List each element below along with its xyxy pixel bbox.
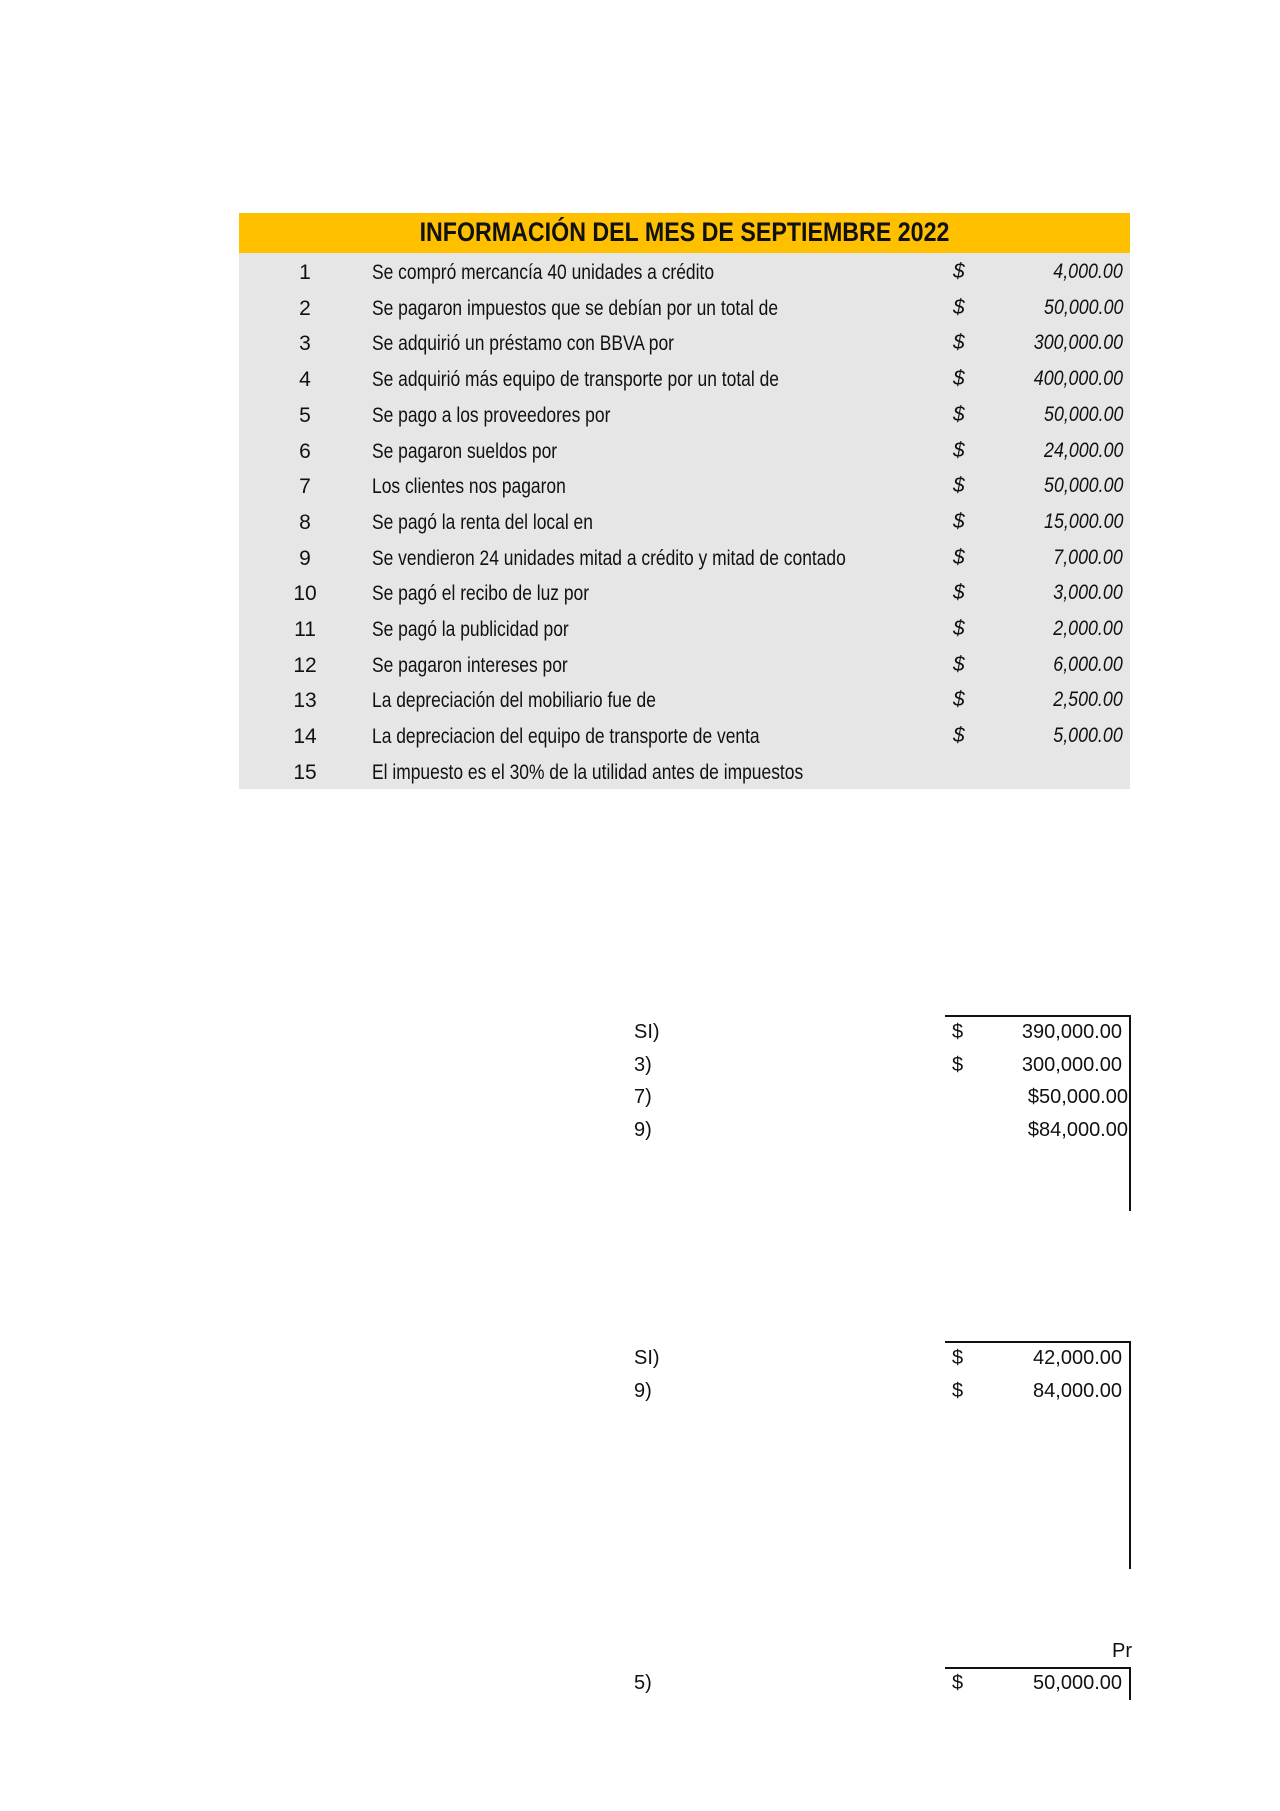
- row-number: 3: [299, 332, 311, 356]
- t-account-vertical-line: [1129, 1667, 1131, 1700]
- entry-reference: SI): [634, 1347, 660, 1369]
- entry-currency: $: [952, 1672, 964, 1694]
- entry-reference: 9): [634, 1119, 652, 1142]
- row-description: Los clientes nos pagaron: [372, 475, 566, 499]
- table-row: [239, 469, 1130, 505]
- row-description: El impuesto es el 30% de la utilidad antes de impuestos: [372, 760, 804, 784]
- entry-reference: SI): [634, 1021, 660, 1043]
- row-currency: $: [953, 367, 965, 391]
- table-row: [239, 755, 1130, 791]
- table-row: [239, 576, 1130, 612]
- row-description: Se pagaron sueldos por: [372, 439, 558, 463]
- entry-amount: 84,000.00: [1033, 1379, 1122, 1402]
- row-number: 13: [293, 689, 317, 713]
- row-amount: 7,000.00: [1053, 545, 1123, 569]
- t-account-vertical-line: [1129, 1341, 1131, 1569]
- t-account-title: Pr: [1112, 1640, 1132, 1662]
- entry-reference: 5): [634, 1672, 652, 1694]
- row-amount: 50,000.00: [1043, 402, 1123, 426]
- row-amount: 400,000.00: [1033, 367, 1123, 391]
- row-currency: $: [953, 617, 965, 640]
- entry-amount: 390,000.00: [1021, 1021, 1122, 1043]
- table-row: [239, 398, 1130, 434]
- entry-amount: $50,000.00: [1027, 1086, 1128, 1109]
- row-currency: $: [953, 652, 965, 676]
- entry-currency: $: [952, 1347, 964, 1369]
- row-amount: 2,000.00: [1053, 617, 1123, 640]
- entry-amount: $84,000.00: [1027, 1119, 1128, 1142]
- info-table-title: INFORMACIÓN DEL MES DE SEPTIEMBRE 2022: [419, 217, 950, 247]
- entry-currency: $: [952, 1021, 964, 1043]
- entry-amount: 50,000.00: [1033, 1672, 1122, 1694]
- table-row: [239, 612, 1130, 648]
- t-account-top-line: [945, 1341, 1131, 1343]
- row-number: 5: [299, 403, 311, 427]
- row-currency: $: [953, 545, 965, 569]
- row-amount: 2,500.00: [1053, 688, 1123, 712]
- row-number: 7: [299, 475, 311, 499]
- row-number: 14: [293, 725, 317, 749]
- row-currency: $: [953, 402, 965, 426]
- row-number: 15: [293, 760, 317, 784]
- row-description: Se compró mercancía 40 unidades a crédito: [372, 261, 715, 284]
- row-currency: $: [953, 260, 965, 283]
- row-number: 11: [294, 618, 316, 641]
- row-number: 8: [299, 510, 311, 534]
- row-currency: $: [953, 688, 965, 712]
- row-description: Se pagó el recibo de luz por: [372, 582, 590, 606]
- row-amount: 5,000.00: [1053, 724, 1123, 748]
- row-amount: 50,000.00: [1043, 295, 1123, 319]
- entry-amount: 300,000.00: [1021, 1053, 1122, 1076]
- table-row: [239, 541, 1130, 577]
- row-description: Se pagó la renta del local en: [372, 510, 593, 534]
- row-number: 4: [299, 368, 311, 392]
- row-currency: $: [953, 724, 965, 748]
- row-currency: $: [953, 509, 965, 533]
- entry-reference: 3): [634, 1053, 652, 1076]
- t-account-vertical-line: [1129, 1015, 1131, 1211]
- row-description: Se adquirió más equipo de transporte por un total de: [372, 368, 779, 392]
- table-row: [239, 434, 1130, 470]
- table-row: [239, 648, 1130, 684]
- t-account-top-line: [945, 1667, 1131, 1669]
- row-amount: 3,000.00: [1053, 581, 1123, 605]
- row-description: Se pago a los proveedores por: [372, 403, 611, 427]
- table-row: [239, 326, 1130, 362]
- table-row: [239, 505, 1130, 541]
- row-number: 2: [299, 296, 311, 320]
- row-currency: $: [953, 581, 965, 605]
- row-description: Se pagaron intereses por: [372, 653, 568, 677]
- row-description: Se pagaron impuestos que se debían por un total de: [372, 296, 779, 320]
- row-amount: 4,000.00: [1053, 260, 1123, 283]
- table-row: [239, 683, 1130, 719]
- t-account-top-line: [945, 1015, 1131, 1017]
- entry-currency: $: [952, 1379, 964, 1402]
- table-row: [239, 255, 1130, 291]
- row-description: Se adquirió un préstamo con BBVA por: [372, 332, 674, 356]
- row-amount: 24,000.00: [1043, 438, 1123, 462]
- row-number: 12: [293, 653, 317, 677]
- row-currency: $: [953, 438, 965, 462]
- row-currency: $: [953, 295, 965, 319]
- entry-amount: 42,000.00: [1033, 1347, 1122, 1369]
- row-amount: 6,000.00: [1053, 652, 1123, 676]
- row-number: 6: [299, 439, 311, 463]
- row-currency: $: [953, 474, 965, 498]
- entry-reference: 7): [634, 1086, 652, 1109]
- row-description: Se vendieron 24 unidades mitad a crédito y mitad de contado: [372, 546, 846, 570]
- row-amount: 50,000.00: [1043, 474, 1123, 498]
- row-number: 10: [293, 582, 317, 606]
- row-amount: 300,000.00: [1033, 331, 1123, 355]
- table-row: [239, 719, 1130, 755]
- entry-reference: 9): [634, 1379, 652, 1402]
- table-row: [239, 291, 1130, 327]
- row-description: La depreciación del mobiliario fue de: [372, 689, 656, 713]
- row-amount: 15,000.00: [1043, 509, 1123, 533]
- row-description: La depreciacion del equipo de transporte de venta: [372, 725, 760, 749]
- row-description: Se pagó la publicidad por: [372, 618, 569, 641]
- row-number: 1: [299, 261, 311, 284]
- table-row: [239, 362, 1130, 398]
- info-table-header: [239, 213, 1130, 253]
- row-currency: $: [953, 331, 965, 355]
- entry-currency: $: [952, 1053, 964, 1076]
- row-number: 9: [299, 546, 311, 570]
